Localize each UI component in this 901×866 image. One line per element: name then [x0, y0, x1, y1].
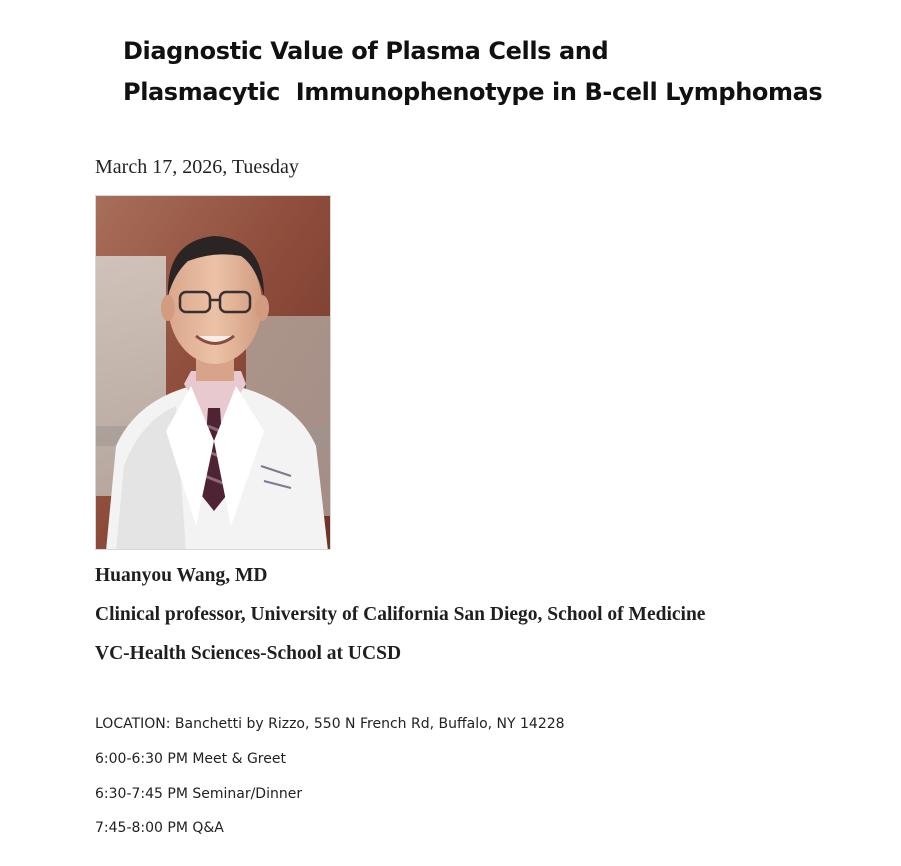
event-location: LOCATION: Banchetti by Rizzo, 550 N French Rd, Buffalo, NY 14228	[95, 716, 565, 732]
speaker-title: Clinical professor, University of California San Diego, School of Medicine	[95, 604, 706, 625]
speaker-affiliation: VC-Health Sciences-School at UCSD	[95, 643, 402, 664]
speaker-name: Huanyou Wang, MD	[95, 565, 268, 586]
speaker-portrait-photo	[95, 195, 331, 550]
event-date: March 17, 2026, Tuesday	[95, 156, 299, 178]
schedule-item-seminar-dinner: 6:30-7:45 PM Seminar/Dinner	[95, 786, 303, 802]
event-title-line-2: Plasmacytic Immunophenotype in B-cell Lymphomas	[123, 78, 823, 106]
schedule-item-meet-greet: 6:00-6:30 PM Meet & Greet	[95, 751, 286, 767]
schedule-item-qa: 7:45-8:00 PM Q&A	[95, 820, 224, 836]
event-title	[123, 31, 822, 113]
event-title-line-1: Diagnostic Value of Plasma Cells and	[123, 37, 609, 65]
